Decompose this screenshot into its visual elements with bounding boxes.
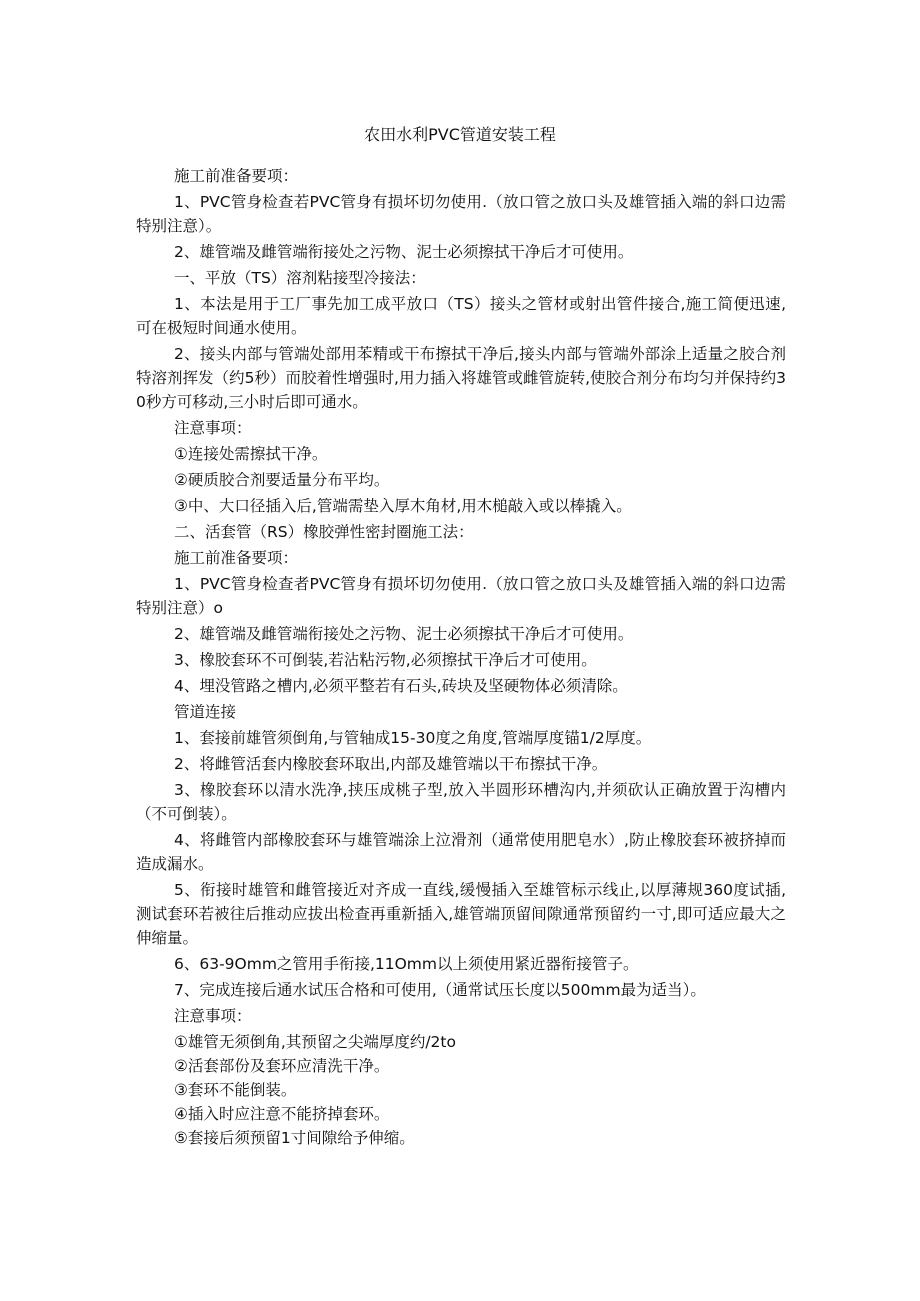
paragraph: 7、完成连接后通水试压合格和可使用,（通常试压长度以500mm最为适当）。 [174, 981, 706, 999]
paragraph: 注意事项： [174, 419, 252, 437]
paragraph: ①连接处需擦拭干净。 [174, 445, 328, 463]
paragraph: 2、接头内部与管端处部用苯精或干布擦拭干净后,接头内部与管端外部涂上适量之胶合剂特溶剂挥发（约5秒）而胶着性增强时,用力插入将雄管或雌管旋转,使胶合剂分布均匀并保持约30秒方可移动,三小时后即可通水。 [136, 345, 786, 411]
paragraph: 1、PVC管身检查若PVC管身有损坏切勿使用.（放口管之放口头及雄管插入端的斜口边需特别注意）。 [136, 193, 786, 235]
paragraph: 3、橡胶套环以清水洗净,挟压成桃子型,放入半圆形环槽沟内,并须砍认正确放置于沟槽内（不可倒装）。 [136, 781, 786, 823]
paragraph: 2、雄管端及雌管端衔接处之污物、泥士必须擦拭干净后才可使用。 [174, 243, 634, 261]
paragraph: ④插入时应注意不能挤掉套环。 [174, 1105, 390, 1123]
paragraph: 二、活套管（RS）橡胶弹性密封圈施工法： [174, 523, 474, 541]
paragraph: 1、PVC管身检查者PVC管身有损坏切勿使用.（放口管之放口头及雄管插入端的斜口边需特别注意）o [136, 575, 786, 617]
document-title: 农田水利PVC管道安装工程 [364, 125, 556, 144]
paragraph: 2、雄管端及雌管端衔接处之污物、泥士必须擦拭干净后才可使用。 [174, 625, 634, 643]
paragraph: 4、将雌管内部橡胶套环与雄管端涂上泣滑剂（通常使用肥皂水）,防止橡胶套环被挤掉而造成漏水。 [136, 831, 786, 873]
paragraph: 施工前准备要项： [174, 549, 299, 567]
paragraph: 5、衔接时雄管和雌管接近对齐成一直线,缓慢插入至雄管标示线止,以厚薄规360度试插,测试套环若被往后推动应拔出检查再重新插入,雄管端顶留间隙通常预留约一寸,即可适应最大之伸缩量。 [136, 881, 786, 947]
paragraph: 4、埋没管路之槽内,必须平整若有石头,砖块及坚硬物体必须清除。 [174, 677, 628, 695]
paragraph: 3、橡胶套环不可倒装,若沾粘污物,必须擦拭干净后才可使用。 [174, 651, 597, 669]
paragraph: 一、平放（TS）溶剂粘接型冷接法： [174, 269, 426, 287]
document-body [136, 164, 786, 1150]
paragraph: 施工前准备要项： [174, 167, 299, 185]
paragraph: 注意事项： [174, 1007, 252, 1025]
paragraph: 6、63-9Omm之管用手衔接,11Omm以上须使用紧近器衔接管子。 [174, 955, 639, 973]
paragraph: 管道连接 [174, 703, 237, 721]
paragraph: ⑤套接后须预留1寸间隙给予伸缩。 [174, 1129, 415, 1147]
paragraph: 2、将雌管活套内橡胶套环取出,内部及雄管端以干布擦拭干净。 [174, 755, 608, 773]
paragraph: ③套环不能倒装。 [174, 1081, 297, 1099]
paragraph: ①雄管无须倒角,其预留之尖端厚度约∕2tο [174, 1033, 456, 1051]
paragraph: 1、套接前雄管须倒角,与管轴成15-30度之角度,管端厚度锚1/2厚度。 [174, 729, 652, 747]
paragraph: 1、本法是用于工厂事先加工成平放口（TS）接头之管材或射出管件接合,施工简便迅速,可在极短时间通水使用。 [136, 295, 786, 337]
paragraph: ②活套部份及套环应清洗干净。 [174, 1057, 390, 1075]
paragraph: ③中、大口径插入后,管端需垫入厚木角材,用木槌敲入或以棒撬入。 [174, 497, 632, 515]
paragraph: ②硬质胶合剂要适量分布平均。 [174, 471, 390, 489]
